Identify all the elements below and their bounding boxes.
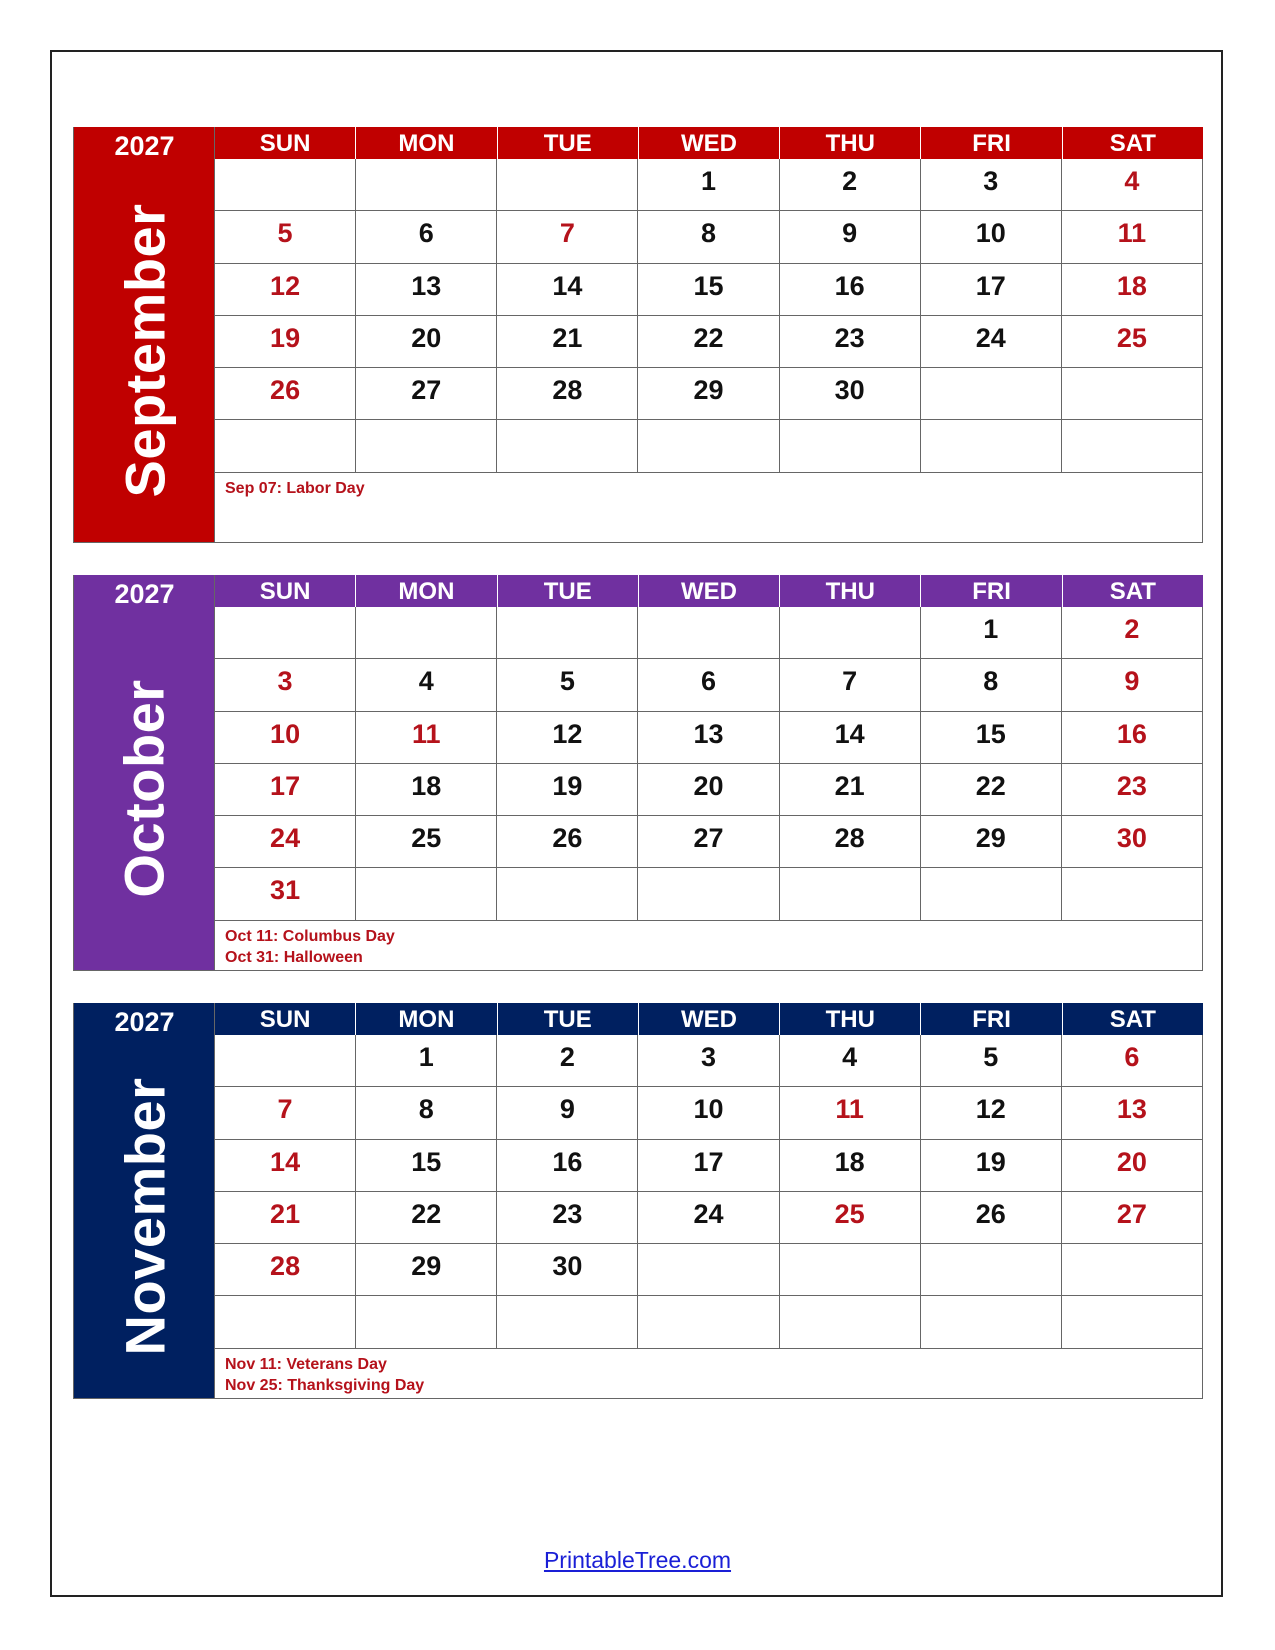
day-cell: 14 bbox=[496, 264, 637, 316]
day-cell: 29 bbox=[355, 1244, 496, 1296]
day-cell: 19 bbox=[214, 316, 355, 368]
week-row bbox=[214, 264, 1203, 316]
weekday-mon: MON bbox=[355, 575, 496, 607]
day-cell: 19 bbox=[920, 1140, 1061, 1192]
empty-day-cell bbox=[496, 420, 637, 472]
day-cell: 6 bbox=[1061, 1035, 1203, 1087]
holiday-notes bbox=[214, 921, 1203, 971]
day-cell: 18 bbox=[355, 764, 496, 816]
day-cell: 24 bbox=[637, 1192, 778, 1244]
footer bbox=[0, 1547, 1275, 1574]
day-cell: 23 bbox=[496, 1192, 637, 1244]
day-cell: 11 bbox=[779, 1087, 920, 1139]
holiday-note: Oct 11: Columbus Day bbox=[225, 927, 395, 945]
holiday-note: Nov 25: Thanksgiving Day bbox=[225, 1376, 425, 1394]
weekday-thu: THU bbox=[779, 575, 920, 607]
weekday-thu: THU bbox=[779, 127, 920, 159]
day-cell: 19 bbox=[496, 764, 637, 816]
weekday-sun: SUN bbox=[214, 575, 355, 607]
empty-day-cell bbox=[920, 368, 1061, 420]
day-cell: 9 bbox=[1061, 659, 1203, 711]
weekday-wed: WED bbox=[638, 575, 779, 607]
day-cell: 21 bbox=[779, 764, 920, 816]
day-cell: 13 bbox=[355, 264, 496, 316]
day-cell: 9 bbox=[496, 1087, 637, 1139]
empty-day-cell bbox=[355, 159, 496, 211]
day-cell: 27 bbox=[355, 368, 496, 420]
empty-day-cell bbox=[496, 607, 637, 659]
day-cell: 21 bbox=[214, 1192, 355, 1244]
empty-day-cell bbox=[779, 607, 920, 659]
empty-day-cell bbox=[1061, 1296, 1203, 1348]
empty-day-cell bbox=[214, 420, 355, 472]
day-cell: 30 bbox=[496, 1244, 637, 1296]
weekday-sat: SAT bbox=[1062, 1003, 1203, 1035]
weekday-wed: WED bbox=[638, 1003, 779, 1035]
month-name: November bbox=[113, 1077, 176, 1356]
month-grid bbox=[214, 127, 1203, 543]
weekday-header bbox=[214, 1003, 1203, 1035]
empty-day-cell bbox=[920, 420, 1061, 472]
day-cell: 23 bbox=[779, 316, 920, 368]
empty-day-cell bbox=[779, 1296, 920, 1348]
empty-day-cell bbox=[355, 868, 496, 920]
day-cell: 17 bbox=[637, 1140, 778, 1192]
day-cell: 8 bbox=[637, 211, 778, 263]
day-cell: 26 bbox=[496, 816, 637, 868]
day-cell: 22 bbox=[637, 316, 778, 368]
day-cell: 4 bbox=[779, 1035, 920, 1087]
year-label: 2027 bbox=[74, 127, 215, 159]
day-cell: 7 bbox=[496, 211, 637, 263]
empty-day-cell bbox=[920, 1244, 1061, 1296]
holiday-note: Oct 31: Halloween bbox=[225, 948, 363, 966]
week-row bbox=[214, 1296, 1203, 1348]
day-cell: 20 bbox=[637, 764, 778, 816]
week-row bbox=[214, 368, 1203, 420]
day-cell: 1 bbox=[920, 607, 1061, 659]
weekday-header bbox=[214, 127, 1203, 159]
empty-day-cell bbox=[637, 1296, 778, 1348]
empty-day-cell bbox=[1061, 368, 1203, 420]
day-cell: 14 bbox=[214, 1140, 355, 1192]
week-row bbox=[214, 764, 1203, 816]
day-cell: 8 bbox=[355, 1087, 496, 1139]
month-name: September bbox=[113, 203, 176, 498]
empty-day-cell bbox=[355, 1296, 496, 1348]
day-cell: 16 bbox=[779, 264, 920, 316]
week-row bbox=[214, 1244, 1203, 1296]
day-cell: 30 bbox=[1061, 816, 1203, 868]
day-cell: 7 bbox=[779, 659, 920, 711]
weekday-fri: FRI bbox=[920, 127, 1061, 159]
day-cell: 6 bbox=[637, 659, 778, 711]
day-cell: 13 bbox=[1061, 1087, 1203, 1139]
weekday-tue: TUE bbox=[497, 575, 638, 607]
day-cell: 27 bbox=[637, 816, 778, 868]
empty-day-cell bbox=[214, 1296, 355, 1348]
week-row bbox=[214, 1192, 1203, 1244]
day-cell: 31 bbox=[214, 868, 355, 920]
empty-day-cell bbox=[779, 868, 920, 920]
empty-day-cell bbox=[214, 607, 355, 659]
week-row bbox=[214, 316, 1203, 368]
day-cell: 28 bbox=[496, 368, 637, 420]
week-row bbox=[214, 868, 1203, 920]
day-cell: 15 bbox=[920, 712, 1061, 764]
year-label: 2027 bbox=[74, 575, 215, 607]
day-cell: 13 bbox=[637, 712, 778, 764]
week-row bbox=[214, 420, 1203, 472]
day-cell: 3 bbox=[920, 159, 1061, 211]
day-cell: 24 bbox=[920, 316, 1061, 368]
day-cell: 22 bbox=[920, 764, 1061, 816]
empty-day-cell bbox=[214, 159, 355, 211]
day-cell: 29 bbox=[637, 368, 778, 420]
week-row bbox=[214, 1087, 1203, 1139]
month-side-panel bbox=[73, 1003, 214, 1399]
day-cell: 25 bbox=[779, 1192, 920, 1244]
day-cell: 27 bbox=[1061, 1192, 1203, 1244]
weekday-sun: SUN bbox=[214, 1003, 355, 1035]
weekday-tue: TUE bbox=[497, 1003, 638, 1035]
day-cell: 28 bbox=[214, 1244, 355, 1296]
empty-day-cell bbox=[637, 1244, 778, 1296]
day-cell: 20 bbox=[1061, 1140, 1203, 1192]
day-cell: 6 bbox=[355, 211, 496, 263]
day-cell: 5 bbox=[496, 659, 637, 711]
month-block-october bbox=[73, 575, 1203, 971]
day-cell: 22 bbox=[355, 1192, 496, 1244]
day-cell: 1 bbox=[355, 1035, 496, 1087]
day-cell: 5 bbox=[214, 211, 355, 263]
day-cell: 17 bbox=[214, 764, 355, 816]
empty-day-cell bbox=[920, 868, 1061, 920]
empty-day-cell bbox=[779, 1244, 920, 1296]
week-row bbox=[214, 712, 1203, 764]
day-cell: 29 bbox=[920, 816, 1061, 868]
day-cell: 26 bbox=[920, 1192, 1061, 1244]
footer-link[interactable]: PrintableTree.com bbox=[543, 1547, 732, 1573]
holiday-notes bbox=[214, 473, 1203, 543]
holiday-note: Nov 11: Veterans Day bbox=[225, 1355, 387, 1373]
day-cell: 16 bbox=[496, 1140, 637, 1192]
empty-day-cell bbox=[355, 607, 496, 659]
empty-day-cell bbox=[1061, 868, 1203, 920]
day-cell: 14 bbox=[779, 712, 920, 764]
holiday-note: Sep 07: Labor Day bbox=[225, 479, 365, 497]
day-cell: 11 bbox=[1061, 211, 1203, 263]
day-cell: 4 bbox=[1061, 159, 1203, 211]
weekday-wed: WED bbox=[638, 127, 779, 159]
day-cell: 24 bbox=[214, 816, 355, 868]
week-row bbox=[214, 1035, 1203, 1087]
day-cell: 3 bbox=[214, 659, 355, 711]
empty-day-cell bbox=[496, 868, 637, 920]
week-row bbox=[214, 211, 1203, 263]
year-label: 2027 bbox=[74, 1003, 215, 1035]
day-cell: 10 bbox=[920, 211, 1061, 263]
day-cell: 3 bbox=[637, 1035, 778, 1087]
day-cell: 5 bbox=[920, 1035, 1061, 1087]
empty-day-cell bbox=[214, 1035, 355, 1087]
week-row bbox=[214, 1140, 1203, 1192]
empty-day-cell bbox=[637, 607, 778, 659]
empty-day-cell bbox=[779, 420, 920, 472]
day-cell: 16 bbox=[1061, 712, 1203, 764]
month-name: October bbox=[113, 679, 177, 898]
day-cell: 18 bbox=[779, 1140, 920, 1192]
day-cell: 17 bbox=[920, 264, 1061, 316]
week-row bbox=[214, 607, 1203, 659]
day-cell: 15 bbox=[355, 1140, 496, 1192]
day-cell: 25 bbox=[1061, 316, 1203, 368]
weekday-mon: MON bbox=[355, 1003, 496, 1035]
month-block-november bbox=[73, 1003, 1203, 1399]
month-side-panel bbox=[73, 127, 214, 543]
day-cell: 10 bbox=[637, 1087, 778, 1139]
day-cell: 8 bbox=[920, 659, 1061, 711]
day-cell: 20 bbox=[355, 316, 496, 368]
weekday-fri: FRI bbox=[920, 1003, 1061, 1035]
weekday-sun: SUN bbox=[214, 127, 355, 159]
day-cell: 30 bbox=[779, 368, 920, 420]
day-cell: 28 bbox=[779, 816, 920, 868]
day-cell: 2 bbox=[1061, 607, 1203, 659]
weekday-header bbox=[214, 575, 1203, 607]
day-cell: 2 bbox=[496, 1035, 637, 1087]
month-side-panel bbox=[73, 575, 214, 971]
day-cell: 21 bbox=[496, 316, 637, 368]
day-cell: 10 bbox=[214, 712, 355, 764]
empty-day-cell bbox=[496, 159, 637, 211]
day-cell: 25 bbox=[355, 816, 496, 868]
empty-day-cell bbox=[920, 1296, 1061, 1348]
weekday-sat: SAT bbox=[1062, 575, 1203, 607]
weekday-tue: TUE bbox=[497, 127, 638, 159]
empty-day-cell bbox=[1061, 1244, 1203, 1296]
empty-day-cell bbox=[496, 1296, 637, 1348]
day-cell: 11 bbox=[355, 712, 496, 764]
month-grid bbox=[214, 1003, 1203, 1399]
day-cell: 1 bbox=[637, 159, 778, 211]
weekday-fri: FRI bbox=[920, 575, 1061, 607]
day-cell: 18 bbox=[1061, 264, 1203, 316]
day-cell: 12 bbox=[214, 264, 355, 316]
week-row bbox=[214, 816, 1203, 868]
weekday-sat: SAT bbox=[1062, 127, 1203, 159]
week-row bbox=[214, 159, 1203, 211]
empty-day-cell bbox=[1061, 420, 1203, 472]
empty-day-cell bbox=[355, 420, 496, 472]
week-row bbox=[214, 659, 1203, 711]
day-cell: 23 bbox=[1061, 764, 1203, 816]
day-cell: 4 bbox=[355, 659, 496, 711]
day-cell: 12 bbox=[920, 1087, 1061, 1139]
month-grid bbox=[214, 575, 1203, 971]
weekday-thu: THU bbox=[779, 1003, 920, 1035]
day-cell: 7 bbox=[214, 1087, 355, 1139]
day-cell: 12 bbox=[496, 712, 637, 764]
day-cell: 26 bbox=[214, 368, 355, 420]
day-cell: 2 bbox=[779, 159, 920, 211]
month-block-september bbox=[73, 127, 1203, 543]
empty-day-cell bbox=[637, 420, 778, 472]
day-cell: 9 bbox=[779, 211, 920, 263]
holiday-notes bbox=[214, 1349, 1203, 1399]
day-cell: 15 bbox=[637, 264, 778, 316]
weekday-mon: MON bbox=[355, 127, 496, 159]
empty-day-cell bbox=[637, 868, 778, 920]
